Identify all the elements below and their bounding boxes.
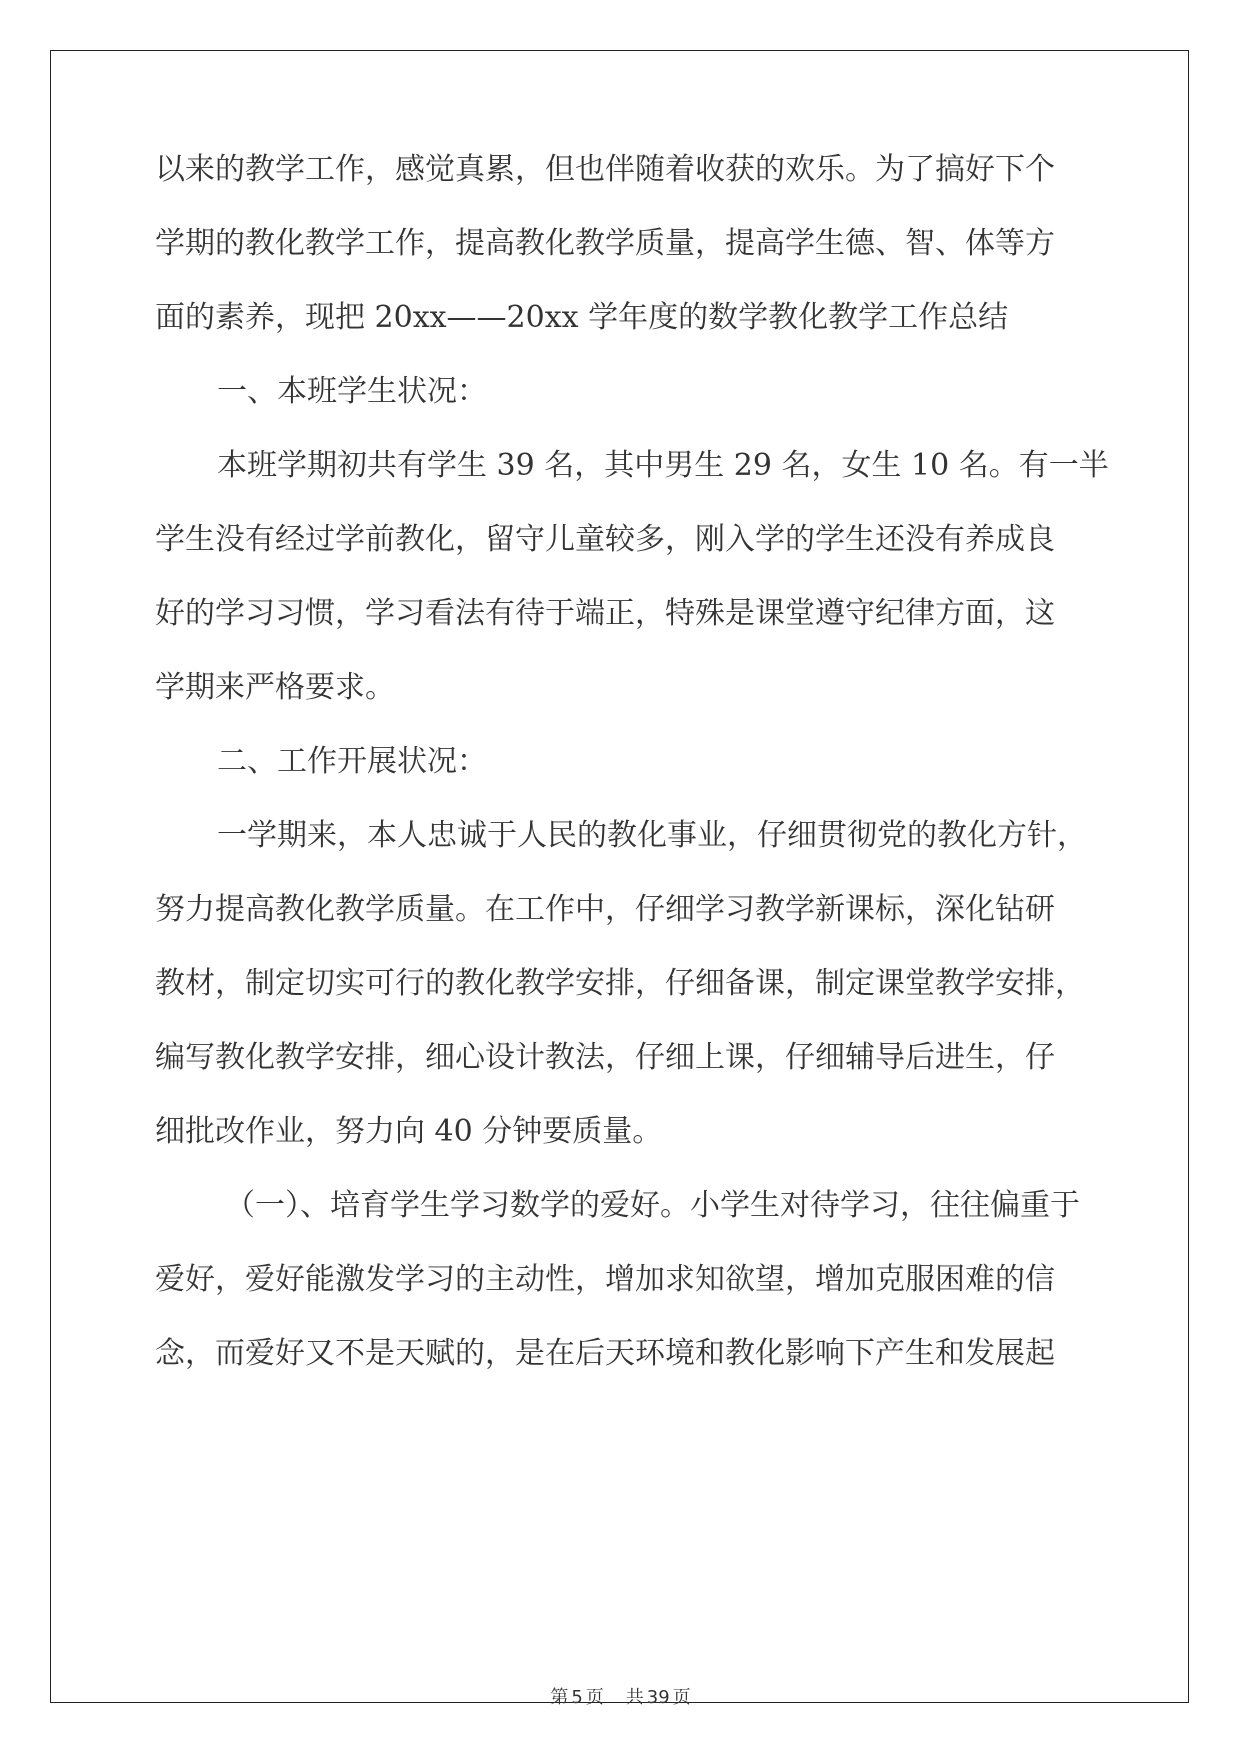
paragraph-line: 细批改作业，努力向 40 分钟要质量。 bbox=[155, 1114, 663, 1149]
paragraph-line: 以来的教学工作，感觉真累，但也伴随着收获的欢乐。为了搞好下个 bbox=[155, 152, 1055, 187]
paragraph-line: 一学期来，本人忠诚于人民的教化事业，仔细贯彻党的教化方针， bbox=[217, 818, 1087, 853]
paragraph-line: 面的素养，现把 20xx——20xx 学年度的数学教化教学工作总结 bbox=[155, 300, 1009, 335]
total-pages-number: 39 bbox=[646, 1687, 670, 1708]
paragraph-line: 本班学期初共有学生 39 名，其中男生 29 名，女生 10 名。有一半 bbox=[217, 448, 1109, 483]
paragraph-line: 学期来严格要求。 bbox=[155, 670, 395, 705]
total-label-suffix: 页 bbox=[672, 1687, 691, 1708]
paragraph-line: （一）、培育学生学习数学的爱好。小学生对待学习，往往偏重于 bbox=[225, 1188, 1080, 1223]
paragraph-line: 爱好，爱好能激发学习的主动性，增加求知欲望，增加克服困难的信 bbox=[155, 1262, 1055, 1297]
paragraph-line: 编写教化教学安排，细心设计教法，仔细上课，仔细辅导后进生，仔 bbox=[155, 1040, 1055, 1075]
page-label-mid: 页 bbox=[585, 1687, 604, 1708]
page-number-footer bbox=[0, 1683, 1241, 1709]
paragraph-line: 学生没有经过学前教化，留守儿童较多，刚入学的学生还没有养成良 bbox=[155, 522, 1055, 557]
paragraph-line: 教材，制定切实可行的教化教学安排，仔细备课，制定课堂教学安排， bbox=[155, 966, 1085, 1001]
page-label-prefix: 第 bbox=[550, 1687, 569, 1708]
section-heading: 一、本班学生状况： bbox=[217, 374, 487, 409]
paragraph-line: 学期的教化教学工作，提高教化教学质量，提高学生德、智、体等方 bbox=[155, 226, 1055, 261]
current-page-number: 5 bbox=[571, 1687, 583, 1708]
section-heading: 二、工作开展状况： bbox=[217, 744, 487, 779]
total-label-prefix: 共 bbox=[625, 1687, 644, 1708]
paragraph-line: 好的学习习惯，学习看法有待于端正，特殊是课堂遵守纪律方面，这 bbox=[155, 596, 1055, 631]
paragraph-line: 努力提高教化教学质量。在工作中，仔细学习教学新课标，深化钻研 bbox=[155, 892, 1055, 927]
paragraph-line: 念，而爱好又不是天赋的，是在后天环境和教化影响下产生和发展起 bbox=[155, 1336, 1055, 1371]
